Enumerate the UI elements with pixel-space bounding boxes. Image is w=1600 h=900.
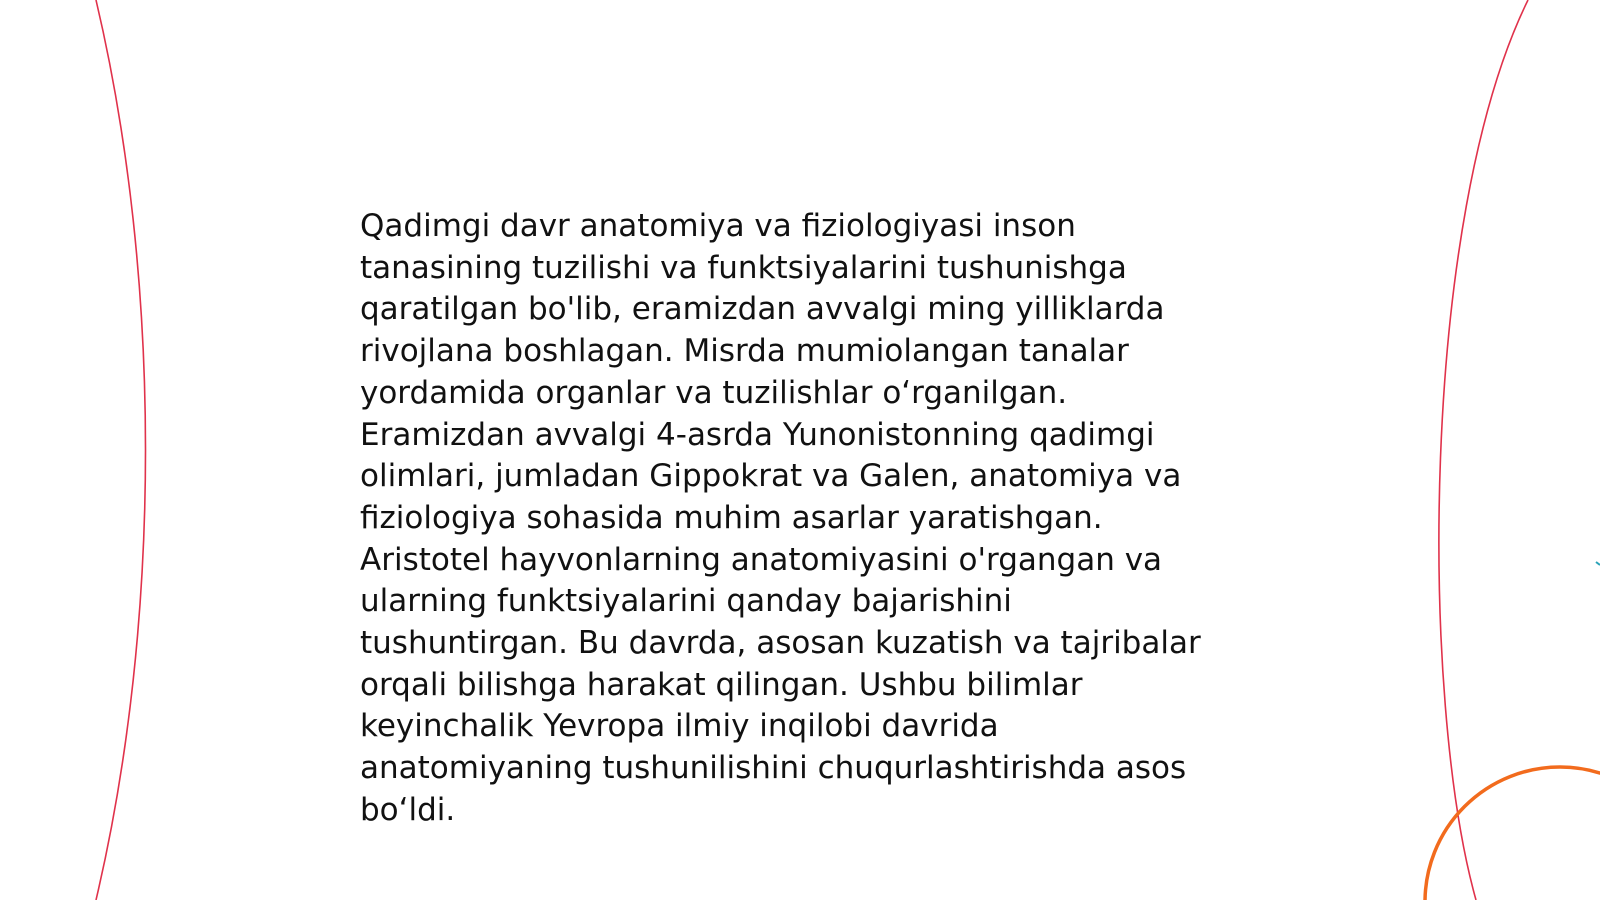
teal-accent-mark [1596, 562, 1600, 565]
body-paragraph: Qadimgi davr anatomiya va fiziologiyasi inson tanasining tuzilishi va funktsiyalarini tushunishga qaratilgan bo'lib, eramizdan avvalgi ming yilliklarda rivojlana boshlagan. Misrda mumiolangan tanalar yordamida organlar va tuzilishlar oʻrganilgan. Eramizdan avvalgi 4-asrda Yunonistonning qadimgi olimlari, jumladan Gippokrat va Galen, anatomiya va fiziologiya sohasida muhim asarlar yaratishgan. Aristotel hayvonlarning anatomiyasini o'rgangan va ularning funktsiyalarini qanday bajarishini tushuntirgan. Bu davrda, asosan kuzatish va tajribalar orqali bilishga harakat qilingan. Ushbu bilimlar keyinchalik Yevropa ilmiy inqilobi davrida anatomiyaning tushunilishini chuqurlashtirishda asos boʻldi. [360, 208, 1201, 828]
orange-circle-outline [1425, 767, 1600, 900]
right-red-arc [1439, 0, 1528, 900]
left-red-arc [96, 0, 146, 900]
